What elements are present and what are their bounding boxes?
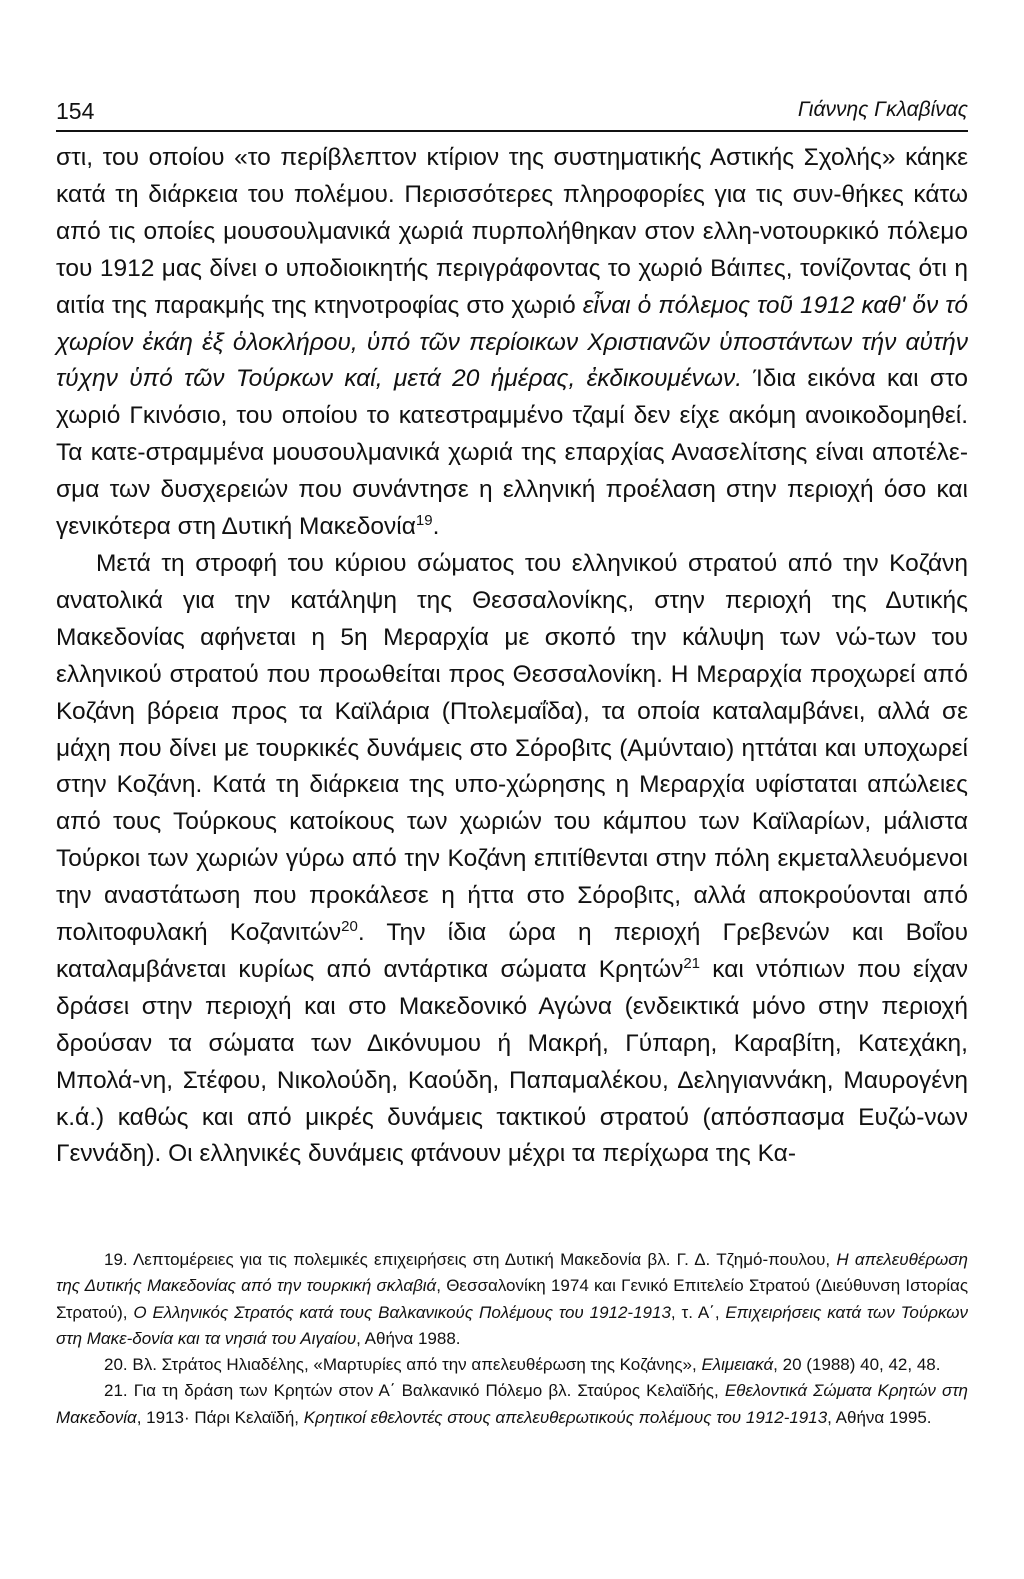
main-text [56, 140, 968, 1173]
paragraph-2-text-b: . Την ίδια ώρα η περιοχή Γρεβενών και Βοΐου καταλαμβάνεται κυρίως από αντάρτικα σώματα Κρητών [56, 919, 968, 983]
paragraph-1 [56, 140, 968, 546]
footnote-20-title: Ελιμειακά [701, 1355, 774, 1375]
footnote-19-text: 19. Λεπτομέρειες για τις πολεμικές επιχειρήσεις στη Δυτική Μακεδονία βλ. Γ. Δ. Τζημό-πουλου, [104, 1250, 837, 1269]
paragraph-2 [56, 546, 968, 1173]
footnote-21-title-1: Εθελοντικά Σώματα Κρητών στη Μακεδονία [56, 1381, 968, 1427]
footnote-20-text: 20. Βλ. Στράτος Ηλιαδέλης, «Μαρτυρίες από την απελευθέρωση της Κοζάνης», [104, 1355, 702, 1375]
footnote-20-text-2: , 20 (1988) 40, 42, 48. [773, 1355, 941, 1375]
paragraph-1-text-a: στι, του οποίου «το περίβλεπτον κτίριον της συστηματικής Αστικής Σχολής» κάηκε κατά τη διάρκεια του πολέμου. Περισσότερες πληροφορίες για τις συν-θήκες κάτω από τις οποίες μουσουλμανικά χωριά πυρπολήθηκαν στον ελλη-νοτουρκικό πόλεμο του 1912 μας δίνει ο υποδιοικητής περιγράφοντας το χωριό Βάιπες, τονίζοντας ότι η αιτία της παρακμής της κτηνοτροφίας στο χωριό [56, 144, 968, 319]
paragraph-1-text-b: Ίδια εικόνα και στο χωριό Γκινόσιο, του οποίου το κατεστραμμένο τζαμί δεν είχε ακόμη ανοικοδομηθεί. Τα κατε-στραμμένα μουσουλμανικά χωριά της επαρχίας Ανασελίτσης είναι αποτέλε-σμα των δυσχερειών που συνάντησε η ελληνική προέλαση στην περιοχή όσο και γενικότερα στη Δυτική Μακεδονία [56, 365, 968, 541]
footnote-21-text-2: , 1913· Πάρι Κελαϊδή, [136, 1407, 304, 1427]
page-header [56, 98, 968, 132]
footnote-19-text-3: , τ. Α΄, [670, 1302, 726, 1322]
running-head-author: Γιάννης Γκλαβίνας [797, 98, 968, 121]
paragraph-2-text-c: και ντόπιων που είχαν δράσει στην περιοχή και στο Μακεδονικό Αγώνα (ενδεικτικά μόνο στην περιοχή δρούσαν τα σώματα των Δικόνυμου ή Μακρή, Γύπαρη, Καραβίτη, Κατεχάκη, Μπολά-νη, Στέφου, Νικολούδη, Καούδη, Παπαμαλέκου, Δεληγιαννάκη, Μαυρογένη κ.ά.) καθώς και από μικρές δυνάμεις τακτικού στρατού (απόσπασμα Ευζώ-νων Γεννάδη). Οι ελληνικές δυνάμεις φτάνουν μέχρι τα περίχωρα της Κα- [56, 955, 969, 1168]
footnote-19-title-3: Επιχειρήσεις κατά των Τούρκων στη Μακε-δονία και τα νησιά του Αιγαίου [56, 1302, 969, 1348]
footnote-19-title-2: Ο Ελληνικός Στρατός κατά τους Βαλκανικούς Πολέμους του 1912-1913 [133, 1302, 671, 1322]
footnote-19 [56, 1247, 968, 1352]
footnote-21-text-3: , Αθήνα 1995. [827, 1407, 932, 1427]
paragraph-1-end: . [432, 513, 440, 541]
footnote-21 [56, 1378, 968, 1431]
page-number: 154 [56, 98, 95, 124]
footnote-19-text-2: , Θεσσαλονίκη 1974 και Γενικό Επιτελείο Στρατού (Διεύθυνση Ιστορίας Στρατού), [56, 1276, 969, 1322]
footnote-21-title-2: Κρητικοί εθελοντές στους απελευθερωτικούς πολέμους του 1912-1913 [303, 1407, 828, 1427]
footnote-21-text: 21. Για τη δράση των Κρητών στον Α΄ Βαλκανικό Πόλεμο βλ. Σταύρος Κελαϊδής, [104, 1381, 725, 1401]
footnote-20 [56, 1352, 968, 1378]
footnote-19-text-4: , Αθήνα 1988. [356, 1328, 461, 1348]
paragraph-2-text-a: Μετά τη στροφή του κύριου σώματος του ελληνικού στρατού από την Κοζάνη ανατολικά για την κατάληψη της Θεσσαλονίκης, στην περιοχή της Δυτικής Μακεδονίας αφήνεται η 5η Μεραρχία με σκοπό την κάλυψη των νώ-των του ελληνικού στρατού που προωθείται προς Θεσσαλονίκη. Η Μεραρχία προχωρεί από Κοζάνη βόρεια προς τα Καϊλάρια (Πτολεμαΐδα), τα οποία καταλαμβάνει, αλλά σε μάχη που δίνει με τουρκικές δυνάμεις στο Σόροβιτς (Αμύνταιο) ηττάται και υποχωρεί στην Κοζάνη. Κατά τη διάρκεια της υπο-χώρησης η Μεραρχία υφίσταται απώλειες από τους Τούρκους κατοίκους των χωριών του κάμπου των Καϊλαρίων, μάλιστα Τούρκοι των χωριών γύρω από την Κοζάνη επιτίθενται στην πόλη εκμεταλλευόμενοι την αναστάτωση που προκάλεσε η ήττα στο Σόροβιτς, αλλά αποκρούονται από πολιτοφυλακή Κοζανιτών [56, 549, 968, 947]
footnote-ref-19: 19 [415, 511, 433, 529]
footnote-19-title-1: Η απελευθέρωση της Δυτικής Μακεδονίας από την τουρκική σκλαβιά [56, 1250, 968, 1296]
footnotes [56, 1247, 968, 1431]
quoted-passage: εἶναι ὁ πόλεμος τοῦ 1912 καθ' ὅν τό χωρίον ἐκάη ἐξ ὁλοκλήρου, ὑπό τῶν περίοικων Χριστιανῶν ὑποστάντων τήν αὐτήν τύχην ὑπό τῶν Τούρκων καί, μετά 20 ἡμέρας, ἐκδικουμένων. [56, 291, 968, 393]
footnote-ref-20: 20 [341, 917, 358, 935]
footnote-ref-21: 21 [683, 954, 701, 972]
